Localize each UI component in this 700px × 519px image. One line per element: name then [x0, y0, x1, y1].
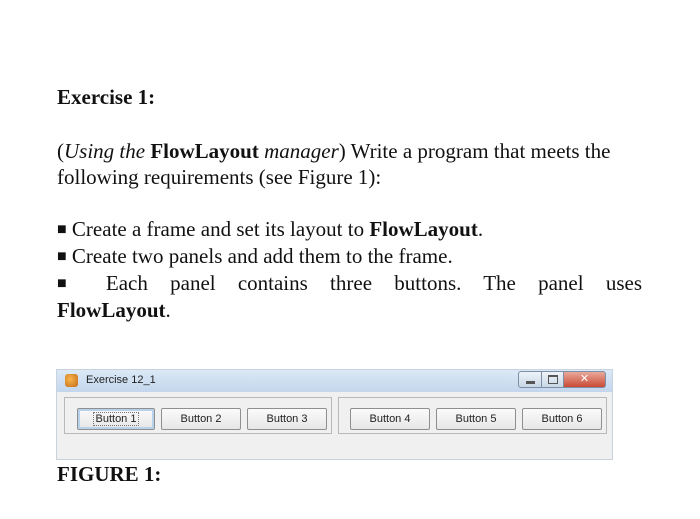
window-titlebar[interactable]	[57, 370, 612, 392]
bullet-square-icon: ■	[57, 275, 84, 292]
button-3-label: Button 3	[266, 413, 308, 425]
exercise-heading: Exercise 1:	[57, 85, 156, 109]
button-2-label: Button 2	[180, 413, 222, 425]
intro-rest-text: ) Write a program that meets the following requirements (see Figure 1):	[57, 139, 611, 189]
requirement-2-text: Create two panels and add them to the frame.	[71, 244, 453, 268]
intro-manager-text: manager	[264, 139, 339, 163]
button-6-label: Button 6	[541, 413, 583, 425]
button-4-label: Button 4	[369, 413, 411, 425]
button-4[interactable]	[350, 408, 430, 430]
button-1-label: Button 1	[93, 412, 140, 426]
requirement-1-text: Create a frame and set its layout to	[71, 217, 365, 241]
button-2[interactable]	[161, 408, 241, 430]
panel-1	[64, 397, 332, 434]
window-controls	[518, 371, 606, 388]
close-button[interactable]	[564, 371, 606, 388]
requirement-3	[57, 270, 642, 297]
button-3[interactable]	[247, 408, 327, 430]
intro-using-text: Using the	[64, 139, 146, 163]
intro-flowlayout-text: FlowLayout	[150, 139, 259, 163]
requirements-list	[57, 216, 642, 323]
requirement-2	[57, 243, 642, 270]
maximize-icon	[548, 375, 558, 384]
bullet-square-icon: ■	[57, 221, 67, 238]
close-icon: ✕	[579, 373, 590, 385]
requirement-3-text: Each panel contains three buttons. The panel uses	[105, 271, 642, 295]
maximize-button[interactable]	[542, 371, 564, 388]
intro-open-paren: (	[57, 139, 64, 163]
requirement-3-cont	[57, 297, 642, 323]
requirement-1	[57, 216, 642, 243]
button-5-label: Button 5	[455, 413, 497, 425]
java-app-icon	[65, 374, 78, 387]
figure-caption: FIGURE 1:	[57, 462, 162, 486]
minimize-button[interactable]	[518, 371, 542, 388]
minimize-icon	[526, 381, 535, 384]
window-title: Exercise 12_1	[86, 374, 156, 386]
button-5[interactable]	[436, 408, 516, 430]
button-1[interactable]	[77, 408, 155, 430]
java-frame-window	[56, 369, 613, 460]
requirement-1-bold: FlowLayout	[369, 217, 478, 241]
requirement-1-period: .	[477, 217, 484, 241]
requirement-3-bold: FlowLayout	[57, 298, 166, 322]
bullet-square-icon: ■	[57, 248, 67, 265]
frame-content	[64, 397, 607, 452]
panel-2	[338, 397, 607, 434]
button-6[interactable]	[522, 408, 602, 430]
exercise-intro	[57, 138, 642, 190]
requirement-3-period: .	[165, 298, 171, 322]
